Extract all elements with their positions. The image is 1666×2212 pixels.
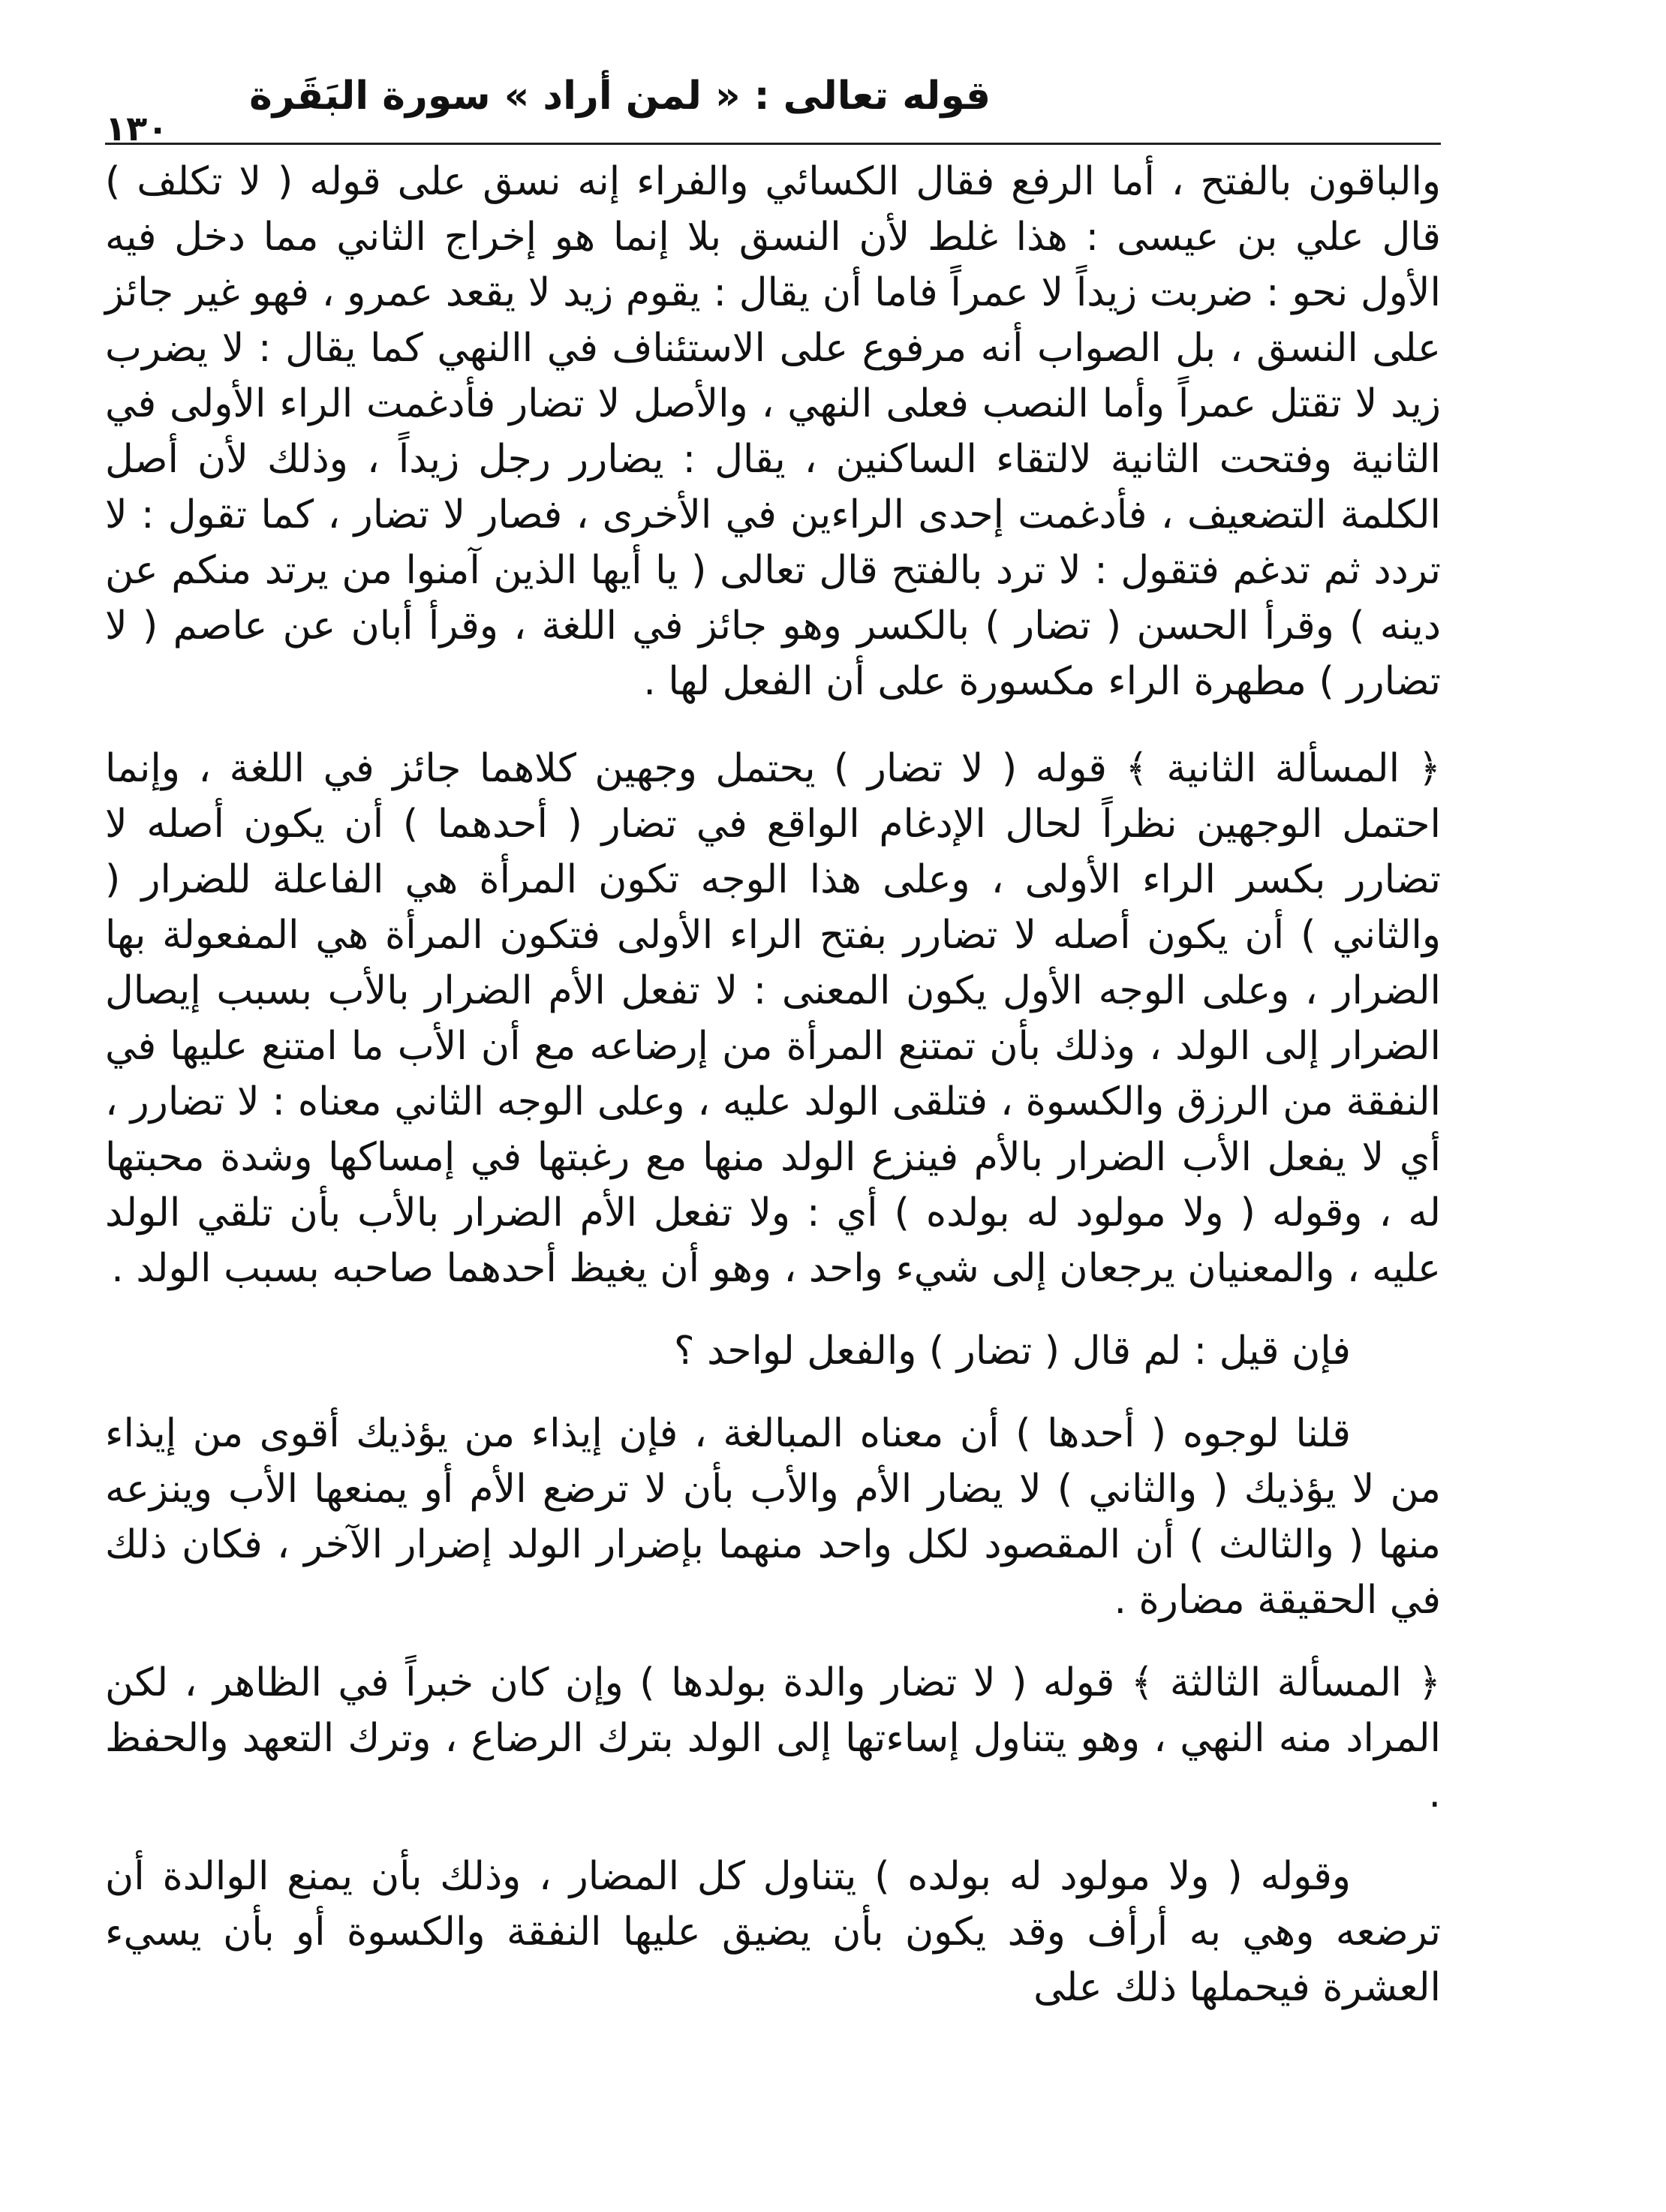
running-title: قوله تعالى : « لمن أراد » سورة البَقَرة	[249, 74, 991, 119]
paragraph-5: ﴿ المسألة الثالثة ﴾ قوله ( لا تضار والدة بولدها ) وإن كان خبراً في الظاهر ، لكن المراد منه النهي ، وهو يتناول إساءتها إلى الولد بترك الرضاع ، وترك التعهد والحفظ .	[105, 1660, 1441, 1816]
page-header	[105, 60, 1441, 149]
paragraph-2: ﴿ المسألة الثانية ﴾ قوله ( لا تضار ) يحتمل وجهين كلاهما جائز في اللغة ، وإنما احتمل الوجهين نظراً لحال الإدغام الواقع في تضار ( أحدهما ) أن يكون أصله لا تضارر بكسر الراء الأولى ، وعلى هذا الوجه تكون المرأة هي الفاعلة للضرار ( والثاني ) أن يكون أصله لا تضارر بفتح الراء الأولى فتكون المرأة هي المفعولة بها الضرار ، وعلى الوجه الأول يكون المعنى : لا تفعل الأم الضرار بالأب بسبب إيصال الضرار إلى الولد ، وذلك بأن تمتنع المرأة من إرضاعه مع أن الأب ما امتنع عليها في النفقة من الرزق والكسوة ، فتلقى الولد عليه ، وعلى الوجه الثاني معناه : لا تضارر ، أي لا يفعل الأب الضرار بالأم فينزع الولد منها مع رغبتها في إمساكها وشدة محبتها له ، وقوله ( ولا مولود له بولده ) أي : ولا تفعل الأم الضرار بالأب بأن تلقي الولد عليه ، والمعنيان يرجعان إلى شيء واحد ، وهو أن يغيظ أحدهما صاحبه بسبب الولد .	[105, 746, 1441, 1291]
page-number: ١٣٠	[105, 108, 169, 149]
page-body	[105, 154, 1441, 2015]
book-page	[105, 60, 1441, 2042]
paragraph-4: قلنا لوجوه ( أحدها ) أن معناه المبالغة ، فإن إيذاء من يؤذيك أقوى من إيذاء من لا يؤذيك ( والثاني ) لا يضار الأم والأب بأن لا ترضع الأم أو يمنعها الأب وينزعه منها ( والثالث ) أن المقصود لكل واحد منهما بإضرار الولد إضرار الآخر ، فكان ذلك في الحقيقة مضارة .	[105, 1411, 1441, 1623]
paragraph-3: فإن قيل : لم قال ( تضار ) والفعل لواحد ؟	[673, 1329, 1351, 1374]
paragraph-6: وقوله ( ولا مولود له بولده ) يتناول كل المضار ، وذلك بأن يمنع الوالدة أن ترضعه وهي به أرأف وقد يكون بأن يضيق عليها النفقة والكسوة أو بأن يسيء العشرة فيحملها ذلك على	[105, 1854, 1441, 2010]
paragraph-1: والباقون بالفتح ، أما الرفع فقال الكسائي والفراء إنه نسق على قوله ( لا تكلف ) قال علي بن عيسى : هذا غلط لأن النسق بلا إنما هو إخراج الثاني مما دخل فيه الأول نحو : ضربت زيداً لا عمراً فاما أن يقال : يقوم زيد لا يقعد عمرو ، فهو غير جائز على النسق ، بل الصواب أنه مرفوع على الاستئناف في االنهي كما يقال : لا يضرب زيد لا تقتل عمراً وأما النصب فعلى النهي ، والأصل لا تضار فأدغمت الراء الأولى في الثانية وفتحت الثانية لالتقاء الساكنين ، يقال : يضارر رجل زيداً ، وذلك لأن أصل الكلمة التضعيف ، فأدغمت إحدى الراءين في الأخرى ، فصار لا تضار ، كما تقول : لا تردد ثم تدغم فتقول : لا ترد بالفتح قال تعالى ( يا أيها الذين آمنوا من يرتد منكم عن دينه ) وقرأ الحسن ( تضار ) بالكسر وهو جائز في اللغة ، وقرأ أبان عن عاصم ( لا تضارر ) مطهرة الراء مكسورة على أن الفعل لها .	[105, 159, 1441, 704]
